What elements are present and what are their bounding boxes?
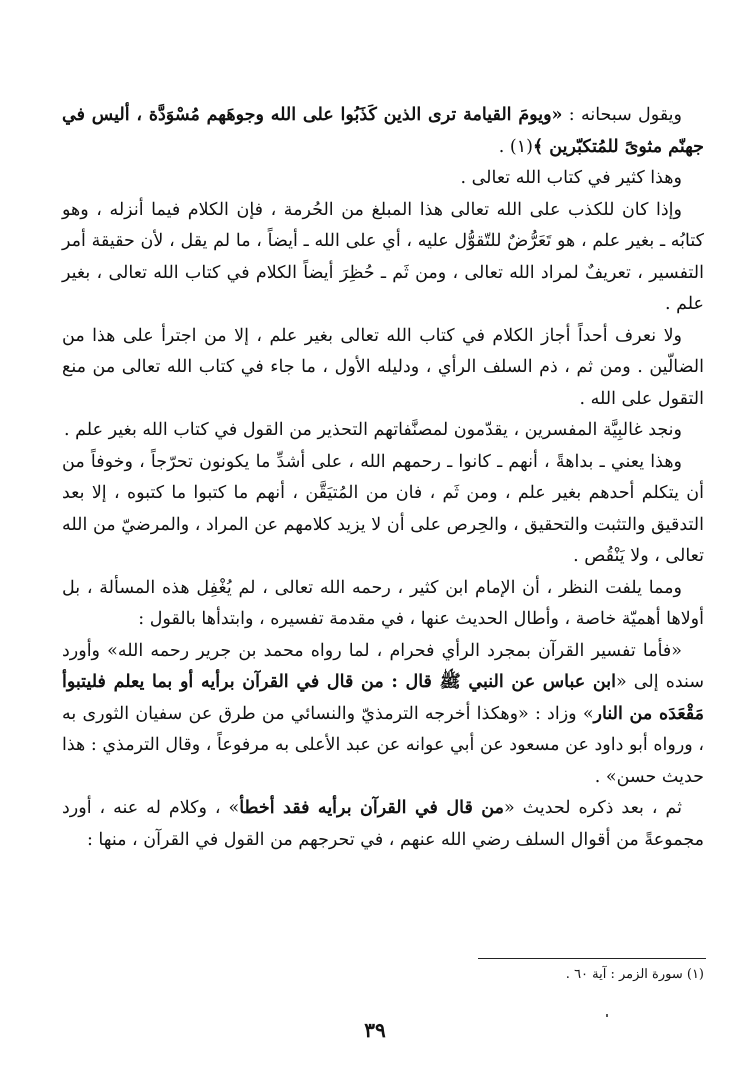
scan-speck: [606, 1014, 608, 1017]
paragraph-p4: [62, 321, 704, 416]
paragraph-p8: [62, 636, 704, 794]
body-text: (١) .: [498, 136, 533, 157]
body-text: وإذا كان للكذب على الله تعالى هذا المبلغ من الحُرمة ، فإن الكلام فيما أنزله ، وهو كتابُه ـ بغير علم ، هو تَعَرُّضٌ للتّقوُّل عليه ، أي على الله ـ أيضاً ، ما لم يقل ، لأن حقيقة أمر التفسير ، تعريفٌ لمراد الله تعالى ، ومن ثَم ـ حُظِرَ أيضاً الكلام في كتاب الله تعالى ، بغير علم .: [62, 199, 704, 314]
paragraph-p3: [62, 195, 704, 321]
body-text: وهذا يعني ـ بداهةً ، أنهم ـ كانوا ـ رحمهم الله ، على أشدِّ ما يكونون تحرّجاً ، وخوفاً من أن يتكلم أحدهم بغير علم ، ومن ثَم ، فان من المُتيَقَّن ، أنهم ما كتبوا ما كتبوه ، إلا بعد التدقيق والتثبت والتحقيق ، والحِرص على أن لا يزيد كلامهم عن المراد ، والمرضيّ من الله تعالى ، ولا يَنْقُص .: [62, 451, 704, 566]
body-text: «فأما تفسير القرآن بمجرد الرأي فحرام ، لما رواه محمد بن جرير رحمه الله» وأورد سنده إلى «: [62, 640, 704, 692]
body-text: ثم ، بعد ذكره لحديث «: [504, 798, 682, 818]
footnote-divider: [478, 958, 706, 959]
paragraph-p5: [62, 415, 704, 447]
body-text: ونجد غالبِيَّة المفسرين ، يقدّمون لمصنَّفاتهم التحذير من القول في كتاب الله بغير علم .: [64, 420, 682, 440]
paragraph-p6: [62, 447, 704, 573]
quoted-text: «ويومَ القيامة ترى الذين كَذَبُوا على الله وجوهَهم مُسْوَدَّة ، أليس في جهنّم مثوىً للمُتكبّرين ﴾: [62, 105, 704, 157]
paragraph-p1: [62, 100, 704, 163]
body-text: » وزاد : «وهكذا أخرجه الترمذيّ والنسائي من طرق عن سفيان الثورى به ، ورواه أبو داود عن مسعود عن أبي عوانه عن عبد الأعلى به مرفوعاً ، وقال الترمذي : هذا حديث حسن» .: [62, 703, 704, 787]
quoted-text: ابن عباس عن النبي ﷺ قال : من قال في القرآن برأيه أو بما يعلم فليتبوأ مَقْعَدَه من النار: [62, 672, 705, 724]
paragraph-p2: [62, 163, 704, 195]
body-text: ومما يلفت النظر ، أن الإمام ابن كثير ، رحمه الله تعالى ، لم يُغْفِل هذه المسألة ، بل أولاها أهميّة خاصة ، وأطال الحديث عنها ، في مقدمة تفسيره ، وابتدأها بالقول :: [62, 577, 704, 629]
body-text: ويقول سبحانه :: [562, 105, 682, 125]
page-number: ٣٩: [364, 1018, 386, 1042]
quoted-text: من قال في القرآن برأيه فقد أخطأ: [239, 798, 504, 818]
paragraph-p7: [62, 573, 704, 636]
body-text: وهذا كثير في كتاب الله تعالى .: [460, 168, 682, 188]
footnote: (١) سورة الزمر : آية ٦٠ .: [565, 967, 704, 982]
page-body: [62, 100, 704, 856]
body-text: ولا نعرف أحداً أجاز الكلام في كتاب الله تعالى بغير علم ، إلا من اجترأ على هذا من الضالّين . ومن ثم ، ذم السلف الرأي ، ودليله الأول ، ما جاء في كتاب الله تعالى من منع التقول على الله .: [62, 325, 704, 409]
body-text: » ، وكلام له عنه ، أورد مجموعةً من أقوال السلف رضي الله عنهم ، في تحرجهم من القول في القرآن ، منها :: [62, 798, 704, 850]
paragraph-p9: [62, 793, 704, 856]
